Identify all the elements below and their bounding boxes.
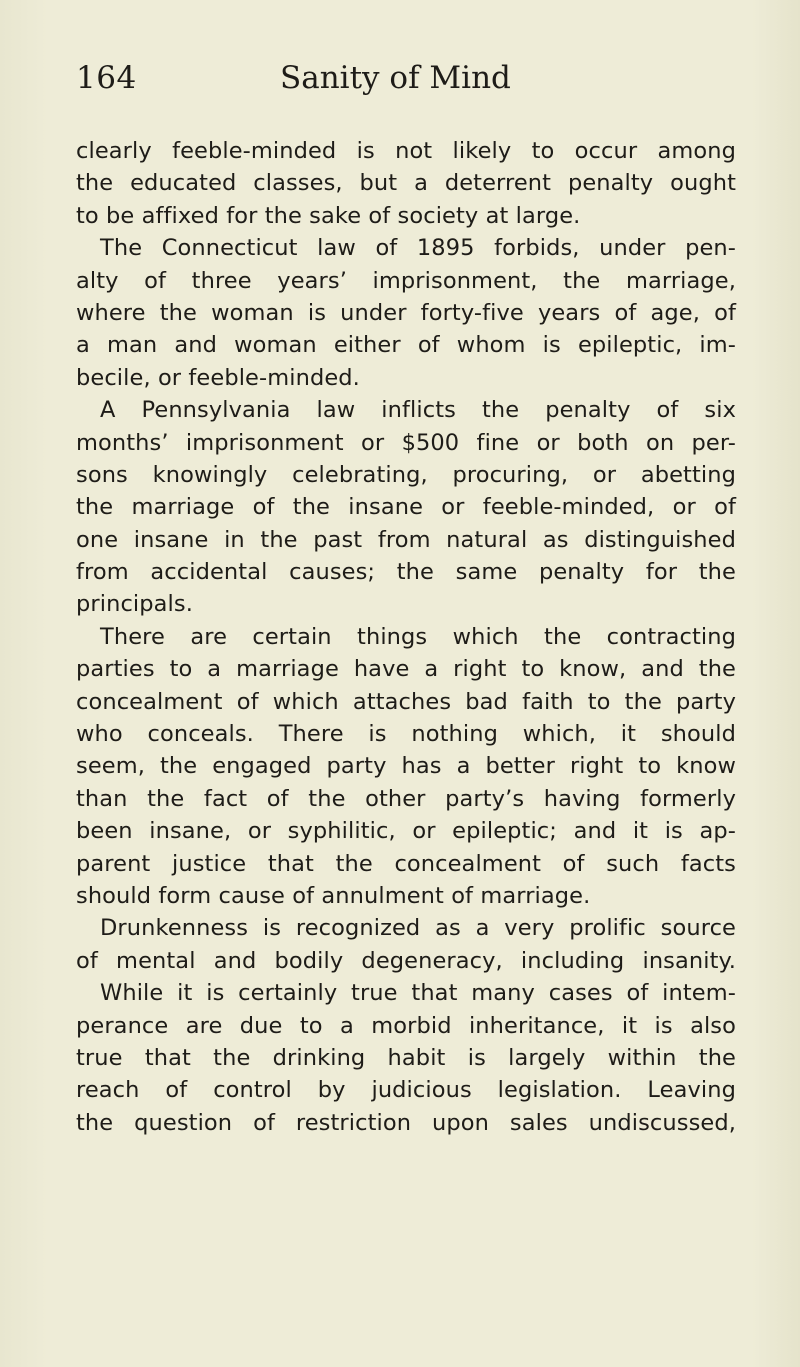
text-line: months’ imprisonment or $500 fine or both on per- [76, 429, 736, 456]
text-line: alty of three years’ imprisonment, the marriage, [76, 267, 736, 294]
body-text [76, 135, 736, 1139]
running-head: Sanity of Mind [280, 60, 511, 96]
text-line: Drunkenness is recognized as a very prolific source [100, 915, 736, 942]
text-line: parties to a marriage have a right to know, and the [76, 656, 736, 683]
text-line: one insane in the past from natural as distinguished [76, 526, 736, 553]
text-line: perance are due to a morbid inheritance, it is also [76, 1012, 736, 1039]
text-line: true that the drinking habit is largely within the [76, 1044, 736, 1071]
text-line: where the woman is under forty-five years of age, of [76, 299, 736, 326]
text-line: sons knowingly celebrating, procuring, or abetting [76, 461, 736, 488]
text-line: clearly feeble-minded is not likely to occur among [76, 138, 736, 164]
text-line: There are certain things which the contracting [100, 623, 736, 650]
text-line: While it is certainly true that many cases of intem- [100, 980, 736, 1007]
text-line: principals. [76, 591, 193, 618]
text-line: The Connecticut law of 1895 forbids, under pen- [100, 235, 736, 262]
page-number: 164 [76, 60, 137, 96]
text-line: concealment of which attaches bad faith to the party [76, 688, 736, 715]
text-line: should form cause of annulment of marriage. [76, 882, 591, 909]
text-line: who conceals. There is nothing which, it should [76, 721, 736, 748]
page-header [76, 58, 596, 108]
text-line: the educated classes, but a deterrent penalty ought [76, 170, 736, 197]
text-line: from accidental causes; the same penalty for the [76, 559, 736, 586]
text-line: than the fact of the other party’s having formerly [76, 785, 736, 812]
text-line: the question of restriction upon sales undiscussed, [76, 1109, 736, 1136]
text-line: the marriage of the insane or feeble-minded, or of [76, 494, 736, 521]
text-line: A Pennsylvania law inflicts the penalty of six [100, 397, 736, 424]
text-line: a man and woman either of whom is epileptic, im- [76, 332, 736, 359]
text-line: been insane, or syphilitic, or epileptic; and it is ap- [76, 818, 736, 845]
text-line: becile, or feeble-minded. [76, 364, 360, 391]
text-line: reach of control by judicious legislation. Leaving [76, 1077, 736, 1104]
text-line: of mental and bodily degeneracy, including insanity. [76, 947, 736, 974]
text-line: parent justice that the concealment of such facts [76, 850, 736, 877]
text-line: to be affixed for the sake of society at large. [76, 202, 581, 229]
text-line: seem, the engaged party has a better right to know [76, 753, 736, 780]
